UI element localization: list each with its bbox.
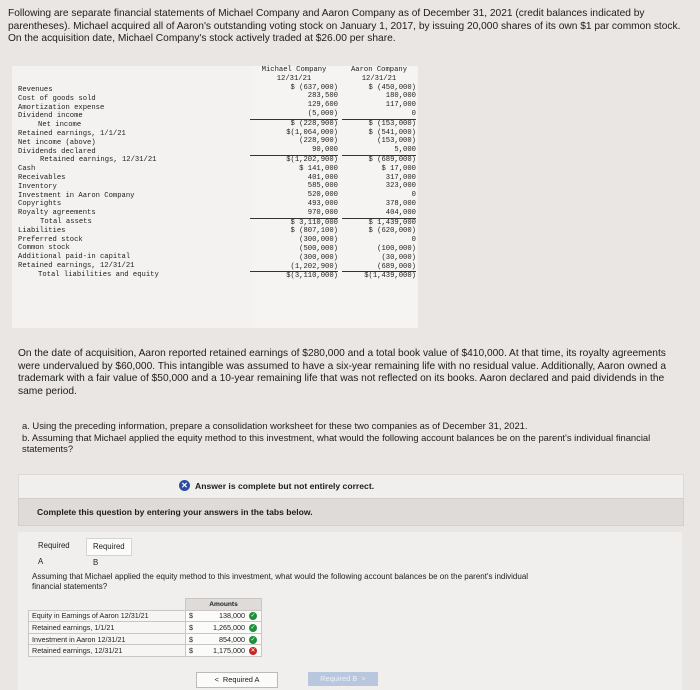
aaron-value: 378,000 (385, 199, 416, 208)
aaron-value: 404,000 (385, 208, 416, 217)
michael-company-column (250, 66, 338, 281)
michael-value: (500,000) (299, 244, 338, 253)
check-circle-icon: ✓ (250, 613, 256, 620)
answer-value[interactable]: 1,175,000 (213, 646, 245, 656)
statement-row-label: Common stock (18, 244, 70, 253)
aaron-value: $ (620,000) (368, 227, 416, 236)
statement-labels (18, 86, 159, 280)
aaron-value: (689,000) (377, 262, 416, 271)
x-circle-icon: ✕ (250, 648, 256, 655)
instruction-bar (18, 498, 684, 526)
col2-header-line2: 12/31/21 (361, 74, 397, 83)
aaron-value: 0 (411, 109, 416, 118)
problem-intro: Following are separate financial statements of Michael Company and Aaron Company as of December 31, 2021 (credit balances indicated by parentheses). Michael acquired all of Aaron's outstanding voting stock on January 1, 2017, by issuing 20,000 shares of its own $1 par common stock. On the acquisition date, Michael Company's stock actively traded at $26.00 per share. (8, 8, 681, 45)
statement-row-label: Dividends declared (18, 147, 96, 156)
currency-symbol: $ (189, 611, 193, 621)
michael-value: (300,000) (299, 236, 338, 245)
michael-value: 401,000 (307, 173, 338, 182)
answer-row (29, 633, 262, 645)
prev-required-a-button[interactable]: < Required A (196, 672, 278, 688)
answer-value[interactable]: 854,000 (219, 634, 245, 644)
statement-row-label: Total liabilities and equity (38, 270, 159, 279)
statement-row-label: Liabilities (18, 226, 66, 235)
aaron-value: $ (153,000) (342, 119, 416, 129)
prev-button-label: Required A (222, 675, 260, 684)
tab-required-b[interactable]: Required B (86, 538, 132, 556)
statement-row-label: Retained earnings, 12/31/21 (40, 156, 157, 165)
next-required-b-button[interactable]: Required B > (308, 672, 378, 686)
michael-value: 90,000 (312, 146, 338, 155)
statement-row-label: Retained earnings, 12/31/21 (18, 261, 135, 270)
panel-question: Assuming that Michael applied the equity method to this investment, what would the following account balances be on the parent's individual financial statements? (32, 572, 529, 591)
statement-row-label: Inventory (18, 182, 57, 191)
statement-row-label: Additional paid-in capital (18, 253, 131, 262)
statement-row-label: Cash (18, 165, 36, 174)
question-a: a. Using the preceding information, prepare a consolidation worksheet for these two companies as of December 31, 2021. (22, 420, 528, 431)
statement-row-label: Investment in Aaron Company (18, 191, 135, 200)
aaron-value: $ 17,000 (381, 164, 416, 173)
michael-value: 970,000 (307, 208, 338, 217)
statement-row-label: Royalty agreements (18, 209, 96, 218)
aaron-value: $ (689,000) (342, 155, 416, 165)
instruction-text: Complete this question by entering your answers in the tabs below. (37, 507, 313, 517)
answer-table (28, 598, 262, 657)
michael-value: (1,202,900) (290, 262, 338, 271)
michael-value: $(3,110,000) (250, 271, 338, 281)
statement-row-label: Revenues (18, 86, 53, 94)
statement-row-label: Net income (above) (18, 138, 96, 147)
aaron-value: 323,000 (385, 182, 416, 191)
aaron-value: 0 (411, 191, 416, 200)
answer-status-bar (18, 474, 684, 500)
aaron-value: 317,000 (385, 173, 416, 182)
answer-value[interactable]: 138,000 (219, 611, 245, 621)
michael-value: $ 141,000 (299, 164, 338, 173)
statement-row-label: Amortization expense (18, 103, 105, 112)
answer-row (29, 645, 262, 657)
aaron-value: $ (541,000) (368, 128, 416, 137)
michael-value: (300,000) (299, 253, 338, 262)
aaron-value: 180,000 (385, 92, 416, 101)
aaron-value: 117,000 (385, 101, 416, 110)
answer-status-text: Answer is complete but not entirely correct. (195, 481, 375, 491)
statement-row-label: Total assets (40, 217, 92, 226)
answer-input-cell[interactable] (186, 645, 262, 657)
currency-symbol: $ (189, 634, 193, 644)
answer-row (29, 610, 262, 622)
amounts-header: Amounts (186, 599, 262, 611)
incorrect-circle-icon: ✕ (179, 480, 190, 491)
financial-statements-table (12, 66, 418, 328)
michael-value: 129,600 (307, 101, 338, 110)
aaron-company-column (342, 66, 416, 281)
michael-value: (5,000) (307, 109, 338, 118)
statement-row-label: Preferred stock (18, 235, 83, 244)
col2-header-line1: Aaron Company (350, 66, 408, 74)
statement-row-label: Retained earnings, 1/1/21 (18, 129, 126, 138)
statement-row-label: Receivables (18, 173, 66, 182)
statement-row-label: Copyrights (18, 200, 62, 209)
answer-value[interactable]: 1,265,000 (213, 622, 245, 632)
answer-label: Equity in Earnings of Aaron 12/31/21 (29, 610, 186, 622)
answer-label: Retained earnings, 1/1/21 (29, 622, 186, 634)
aaron-value: $ 1,439,000 (342, 218, 416, 228)
aaron-value: 0 (411, 236, 416, 245)
michael-value: $(1,064,000) (286, 128, 338, 137)
michael-value: 493,000 (307, 199, 338, 208)
michael-value: $ 3,110,000 (250, 218, 338, 228)
answer-label: Retained earnings, 12/31/21 (29, 645, 186, 657)
michael-value: $(1,202,900) (250, 155, 338, 165)
michael-value: $ (228,900) (250, 119, 338, 129)
michael-value: (228,900) (299, 137, 338, 146)
michael-value: 283,500 (307, 92, 338, 101)
currency-symbol: $ (189, 622, 193, 632)
answer-panel (18, 532, 682, 690)
michael-value: $ (637,000) (290, 83, 338, 92)
currency-symbol: $ (189, 646, 193, 656)
statement-row-label: Net income (38, 121, 82, 130)
check-circle-icon: ✓ (250, 625, 256, 632)
tab-required-a[interactable]: Required A (38, 541, 70, 566)
col1-header-line1: Michael Company (261, 66, 327, 74)
aaron-value: $ (450,000) (368, 83, 416, 92)
statement-row-label: Cost of goods sold (18, 94, 96, 103)
michael-value: 520,000 (307, 191, 338, 200)
next-button-label: Required B (320, 674, 358, 683)
answer-input-cell[interactable] (186, 610, 262, 622)
question-b: b. Assuming that Michael applied the equity method to this investment, what would the following account balances be on the parent's individual financial statements? (22, 431, 651, 455)
aaron-value: $(1,439,000) (342, 271, 416, 281)
michael-value: $ (807,100) (290, 227, 338, 236)
michael-value: 585,000 (307, 182, 338, 191)
answer-label: Investment in Aaron 12/31/21 (29, 633, 186, 645)
aaron-value: 5,000 (394, 146, 416, 155)
col1-header-line2: 12/31/21 (276, 74, 312, 83)
answer-row (29, 622, 262, 634)
question-list (22, 420, 662, 455)
aaron-value: (153,000) (377, 137, 416, 146)
check-circle-icon: ✓ (250, 636, 256, 643)
aaron-value: (30,000) (381, 253, 416, 262)
acquisition-details: On the date of acquisition, Aaron reported retained earnings of $280,000 and a total book value of $410,000. At that time, its royalty agreements were undervalued by $60,000. This intangible was assumed to have a six-year remaining life with no residual value. Additionally, Aaron owned a trademark with a fair value of $50,000 and a 10-year remaining life that was not reflected on its books. Aaron declared and paid dividends in the same period. (18, 348, 667, 397)
answer-input-cell[interactable] (186, 633, 262, 645)
aaron-value: (100,000) (377, 244, 416, 253)
statement-row-label: Dividend income (18, 112, 83, 121)
answer-input-cell[interactable] (186, 622, 262, 634)
